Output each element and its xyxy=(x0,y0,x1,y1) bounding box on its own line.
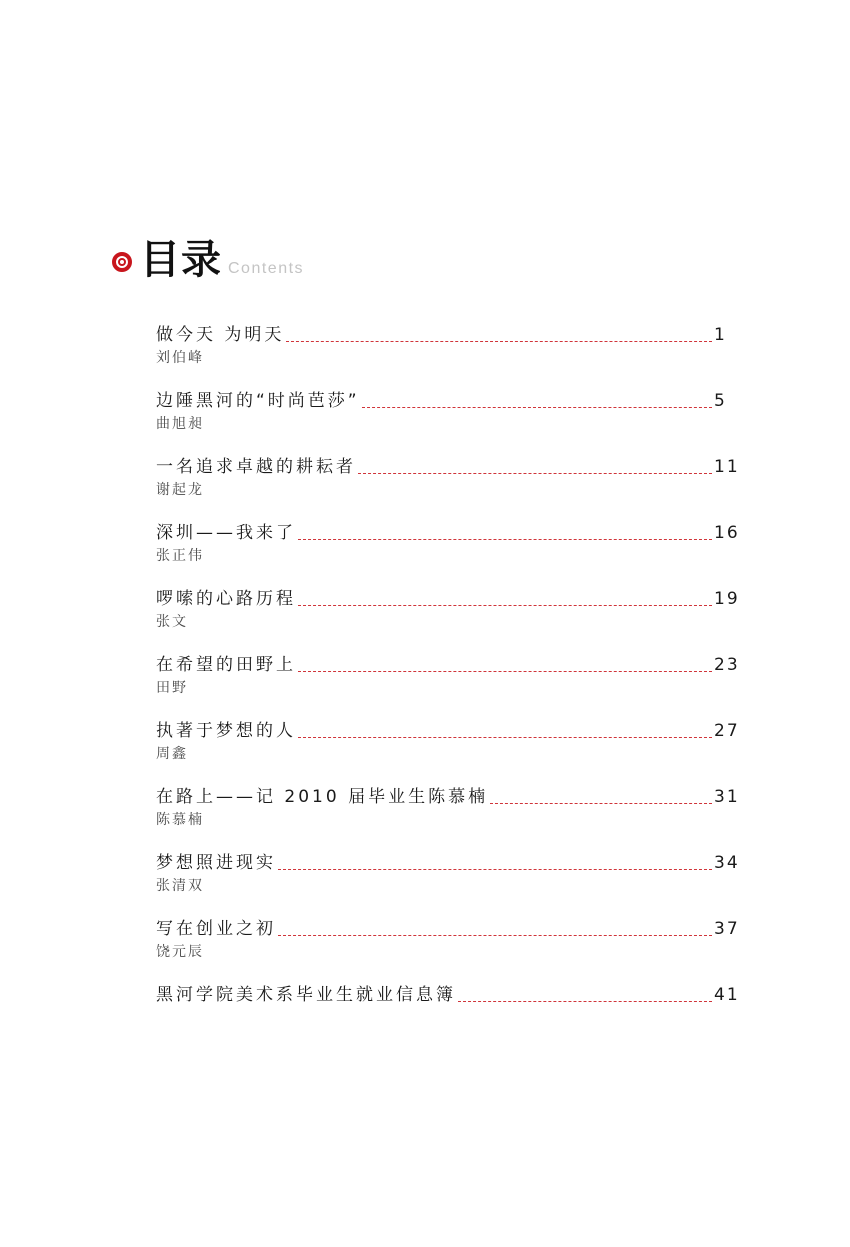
toc-heading xyxy=(112,232,304,282)
dotted-leader xyxy=(278,868,712,870)
dotted-leader xyxy=(298,604,712,606)
toc-entry-author: 张清双 xyxy=(156,878,204,894)
dotted-leader xyxy=(298,736,712,738)
toc-entry-author: 刘伯峰 xyxy=(156,350,204,366)
dotted-leader xyxy=(490,802,712,804)
toc-entry-page-number: 27 xyxy=(714,721,740,741)
toc-entry[interactable] xyxy=(156,716,746,782)
toc-entry-author: 饶元辰 xyxy=(156,944,204,960)
toc-entry[interactable] xyxy=(156,914,746,980)
dotted-leader xyxy=(278,934,712,936)
toc-entry-author: 谢起龙 xyxy=(156,482,204,498)
toc-entry-line xyxy=(156,848,746,874)
toc-entry-title: 边陲黑河的“时尚芭莎” xyxy=(156,391,360,411)
toc-entry-page-number: 34 xyxy=(714,853,740,873)
toc-entry[interactable] xyxy=(156,650,746,716)
toc-entry-author: 周鑫 xyxy=(156,746,188,762)
toc-entry-line xyxy=(156,782,746,808)
toc-entry[interactable] xyxy=(156,518,746,584)
toc-entry-line xyxy=(156,386,746,412)
toc-entry-title: 做今天 为明天 xyxy=(156,325,285,345)
toc-entry-line xyxy=(156,914,746,940)
toc-entry-author: 张正伟 xyxy=(156,548,204,564)
toc-entry-page-number: 19 xyxy=(714,589,740,609)
toc-entry-author: 曲旭昶 xyxy=(156,416,204,432)
toc-entry-line xyxy=(156,320,746,346)
dotted-leader xyxy=(458,1000,712,1002)
toc-entry-line xyxy=(156,980,746,1006)
toc-entry[interactable] xyxy=(156,320,746,386)
toc-entry[interactable] xyxy=(156,980,746,1046)
toc-entry-page-number: 11 xyxy=(714,457,740,477)
toc-entry-title: 深圳——我来了 xyxy=(156,523,296,543)
toc-entry-title: 一名追求卓越的耕耘者 xyxy=(156,457,356,477)
toc-entry-author: 张文 xyxy=(156,614,188,630)
dotted-leader xyxy=(362,406,712,408)
toc-entry-page-number: 37 xyxy=(714,919,740,939)
page-subtitle: Contents xyxy=(228,260,305,277)
toc-entry-line xyxy=(156,452,746,478)
dotted-leader xyxy=(286,340,712,342)
toc-entry-author: 田野 xyxy=(156,680,188,696)
toc-entry[interactable] xyxy=(156,848,746,914)
page-title: 目录 xyxy=(140,236,222,283)
toc-entry-page-number: 16 xyxy=(714,523,740,543)
toc-entry-title: 梦想照进现实 xyxy=(156,853,276,873)
toc-entry-line xyxy=(156,584,746,610)
toc-entry-page-number: 31 xyxy=(714,787,740,807)
toc-entry-title: 执著于梦想的人 xyxy=(156,721,296,741)
dotted-leader xyxy=(298,538,712,540)
toc-entry-line xyxy=(156,518,746,544)
toc-entry-page-number: 5 xyxy=(714,391,727,411)
dotted-leader xyxy=(298,670,712,672)
toc-entry-title: 写在创业之初 xyxy=(156,919,276,939)
inner-ring xyxy=(118,258,126,266)
toc-entry-title: 黑河学院美术系毕业生就业信息簿 xyxy=(156,985,456,1005)
toc-entry-line xyxy=(156,650,746,676)
toc-entry[interactable] xyxy=(156,386,746,452)
toc-entry-page-number: 41 xyxy=(714,985,740,1005)
toc-entry-title: 啰嗦的心路历程 xyxy=(156,589,296,609)
table-of-contents xyxy=(156,320,746,1046)
toc-entry-title: 在希望的田野上 xyxy=(156,655,296,675)
toc-entry-author: 陈慕楠 xyxy=(156,812,204,828)
dotted-leader xyxy=(358,472,712,474)
toc-entry-page-number: 23 xyxy=(714,655,740,675)
toc-entry-page-number: 1 xyxy=(714,325,727,345)
double-ring-icon xyxy=(112,252,132,272)
toc-entry[interactable] xyxy=(156,452,746,518)
toc-entry-line xyxy=(156,716,746,742)
toc-entry[interactable] xyxy=(156,782,746,848)
toc-entry-title: 在路上——记 2010 届毕业生陈慕楠 xyxy=(156,787,489,807)
toc-entry[interactable] xyxy=(156,584,746,650)
